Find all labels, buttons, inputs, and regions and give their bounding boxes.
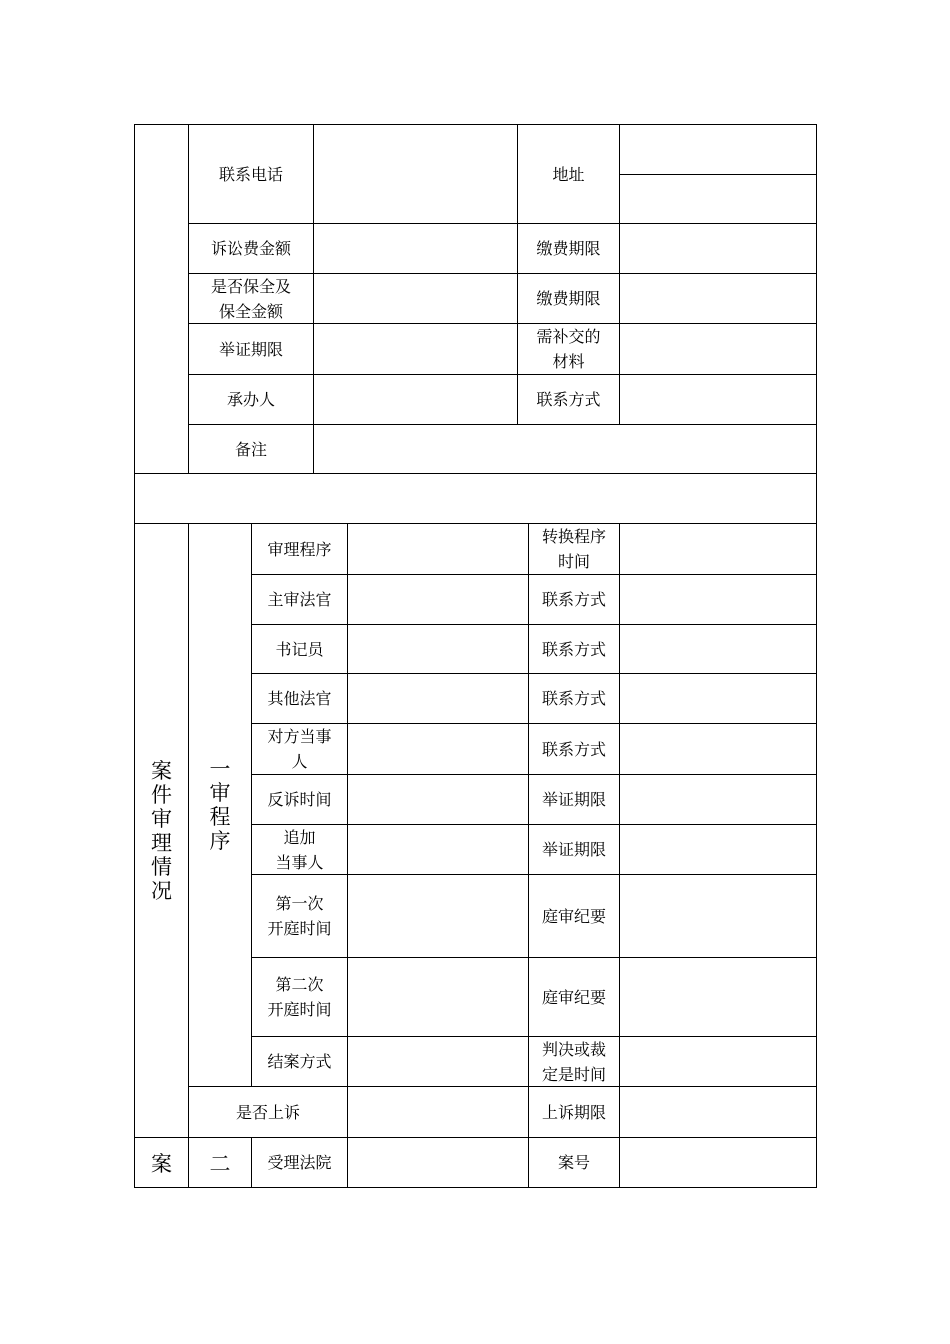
fee-deadline-label: 缴费期限 [536,239,601,258]
hearing1-notes-field[interactable] [620,875,816,957]
second-instance-title: 二 [209,1151,231,1176]
appeal-field[interactable] [348,1087,528,1137]
hearing2-field[interactable] [348,958,528,1036]
switch-time-field[interactable] [620,524,816,574]
added-party-evidence-label: 举证期限 [541,840,606,859]
closing-field[interactable] [348,1037,528,1086]
added-party-field[interactable] [348,825,528,874]
procedure-field[interactable] [348,524,528,574]
hearing2-label: 第二次 开庭时间 [267,975,332,1019]
handler-contact-field[interactable] [620,375,816,424]
second-section-title: 案 [151,1151,172,1176]
preservation-deadline-label: 缴费期限 [536,289,601,308]
remarks-field[interactable] [314,425,816,473]
clerk-label: 书记员 [275,639,324,659]
other-judge-label: 其他法官 [267,689,332,708]
opponent-label: 对方当事 人 [267,727,332,771]
address-field-1[interactable] [620,125,816,174]
address-label: 地址 [552,164,585,184]
added-party-label: 追加 当事人 [275,827,324,872]
judge-field[interactable] [348,575,528,624]
hearing2-notes-field[interactable] [620,958,816,1036]
counterclaim-label: 反诉时间 [267,790,332,809]
procedure-label: 审理程序 [267,539,332,559]
supplement-field[interactable] [620,324,816,374]
phone-label: 联系电话 [218,164,283,184]
judge-contact-field[interactable] [620,575,816,624]
appeal-deadline-label: 上诉期限 [541,1102,606,1122]
appeal-label: 是否上诉 [235,1102,300,1122]
hearing1-label: 第一次 开庭时间 [267,894,332,938]
closing-label: 结案方式 [267,1052,332,1071]
preservation-field[interactable] [314,274,517,323]
hearing1-field[interactable] [348,875,528,957]
judge-contact-label: 联系方式 [541,590,606,609]
address-field-2[interactable] [620,175,816,223]
other-judge-contact-label: 联系方式 [541,689,606,708]
opponent-field[interactable] [348,724,528,774]
fee-label: 诉讼费金额 [210,239,291,258]
court-label: 受理法院 [267,1153,332,1172]
supplement-label: 需补交的 材料 [536,327,601,371]
counterclaim-field[interactable] [348,775,528,824]
other-judge-contact-field[interactable] [620,674,816,723]
blank-separator-row [135,474,816,523]
remarks-label: 备注 [234,439,267,459]
evidence-deadline-label: 举证期限 [218,339,283,359]
preservation-label: 是否保全及 保全金额 [210,276,291,321]
hearing1-notes-label: 庭审纪要 [541,906,606,926]
handler-contact-label: 联系方式 [536,390,601,409]
case-no-field[interactable] [620,1138,816,1187]
clerk-contact-field[interactable] [620,625,816,673]
fee-deadline-field[interactable] [620,224,816,273]
appeal-deadline-field[interactable] [620,1087,816,1137]
clerk-contact-label: 联系方式 [541,639,606,659]
evidence-deadline-field[interactable] [314,324,517,374]
opponent-contact-field[interactable] [620,724,816,774]
handler-field[interactable] [314,375,517,424]
case-trial-section-title: 案 件 审 理 情 况 [151,758,172,903]
counterclaim-evidence-field[interactable] [620,775,816,824]
counterclaim-evidence-label: 举证期限 [541,790,606,809]
judgment-time-field[interactable] [620,1037,816,1086]
phone-field[interactable] [314,125,517,223]
judgment-time-label: 判决或裁 定是时间 [541,1039,606,1084]
case-no-label: 案号 [557,1153,590,1172]
opponent-contact-label: 联系方式 [541,739,606,759]
clerk-field[interactable] [348,625,528,673]
added-party-evidence-field[interactable] [620,825,816,874]
fee-field[interactable] [314,224,517,273]
other-judge-field[interactable] [348,674,528,723]
court-field[interactable] [348,1138,528,1187]
judge-label: 主审法官 [267,590,332,609]
preservation-deadline-field[interactable] [620,274,816,323]
handler-label: 承办人 [226,390,275,409]
first-instance-title: 一 审 程 序 [209,757,231,853]
switch-time-label: 转换程序 时间 [541,527,606,571]
hearing2-notes-label: 庭审纪要 [541,987,606,1007]
